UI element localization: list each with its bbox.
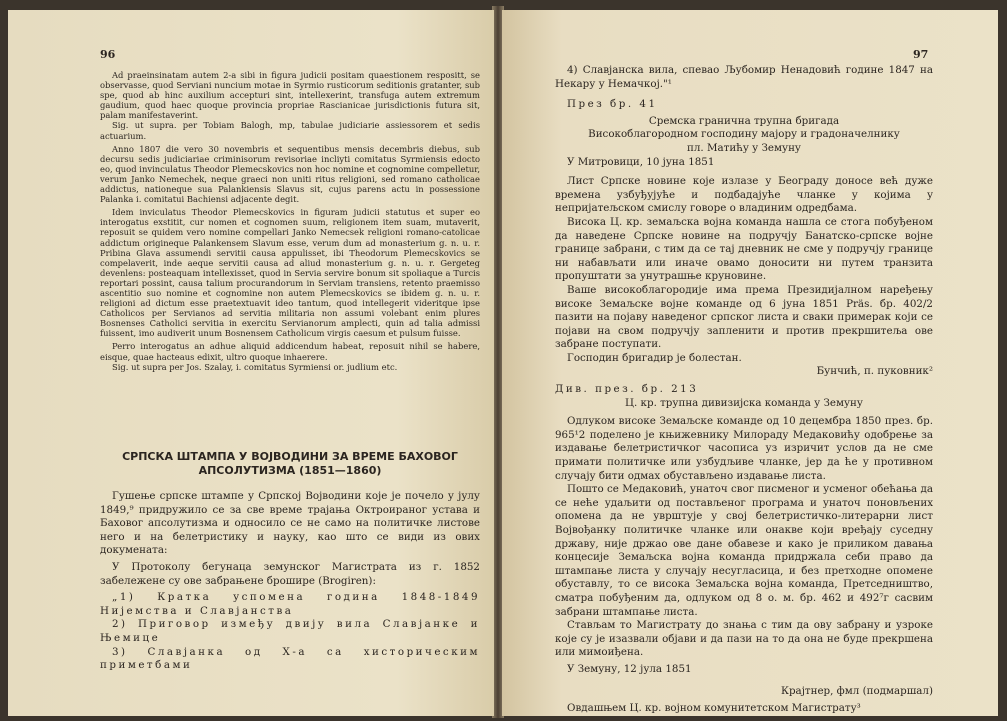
page-number-left: 96: [100, 48, 116, 61]
serbian-block-right: [555, 64, 933, 716]
body-paragraph: Господин бригадир је болестан.: [567, 351, 742, 364]
document-date: У Земуну, 12 јула 1851: [567, 662, 692, 675]
document-title: пл. Матићу у Земуну: [687, 141, 801, 154]
body-paragraph: Висока Ц. кр. земаљска војна команда нашла се стога побуђеном да наведене Српске новине на подручју Банатско-српске војне границе забрани, с тим да се тај дневник не сме у подручју границе ни набављати или иначе овамо доносити ни путем транзита пропуштати за унутрашње круновине.: [555, 215, 933, 283]
body-paragraph: Стављам то Магистрату до знања с тим да ову забрану и узроке које су је изазвали објави и да пази на то да она не буде прекршена или мимоиђена.: [555, 619, 933, 659]
signature: Крајтнер, фмл (подмаршал): [781, 684, 933, 697]
document-number: Див. през. бр. 213: [555, 383, 699, 396]
heading-line: АПСОЛУТИЗМА (1851—1860): [198, 464, 382, 477]
document-date: У Митровици, 10 јуна 1851: [567, 155, 715, 168]
latin-block: [100, 70, 480, 372]
body-paragraph: Гушење српске штампе у Српској Војводини које је почело у јулу 1849,⁹ придружило се за све време трајања Октроираног устава и Баховог апсолутизма и односило се не само на политичке листове него и на белетристику и науку, као што се види из ових докумената:: [100, 490, 480, 557]
document-title: Сремска гранична трупна бригада: [648, 114, 840, 127]
latin-signature: Sig. ut supra per Jos. Szalay, i. comitatus Syrmiensi or. judlium etc.: [112, 361, 398, 372]
list-item: „1) Кратка успомена година 1848-1849 Нијемства и Славјанства: [100, 591, 480, 617]
serbian-block-left: [100, 490, 480, 673]
body-paragraph: Лист Српске новине које излазе у Београду доносе већ дуже времена узбуђујуће и подбадајуће чланке у којима у непријатељском смислу говоре о владиним одредбама.: [555, 175, 933, 215]
list-item: 2) Приговор између двију вила Славјанке и Њемице: [100, 618, 480, 644]
latin-signature: Sig. ut supra. per Tobiam Balogh, mp, tabulae judiciarie assiessorem et sedis actuarium.: [100, 120, 480, 141]
heading-line: СРПСКА ШТАМПА У ВОЈВОДИНИ ЗА ВРЕМЕ БАХОВОГ: [122, 450, 458, 463]
left-page: [8, 10, 494, 716]
document-title: Ц. кр. трупна дивизијска команда у Земуну: [625, 396, 863, 409]
body-paragraph: Одлуком високе Земаљске команде од 10 децембра 1850 през. бр. 965¹2 поделено је књижевнику Милораду Медаковићу одобрење за издавање белетристичког часописа уз изричит услов да не сме примати политичке или узбудљиве чланке, јер да ће у противном случају бити одмах обустављено издавање листа.: [555, 415, 933, 482]
latin-paragraph: Anno 1807 die vero 30 novembris et sequentibus mensis decembris diebus, sub decursu sedis judiciariae criminisorum revisoriae incliyti comitatus Syrmiensis edocto eo, quod invinculatus Theodor Plemecskovics non hoc nomine et cognomine compelletur, verum Janko Nemechek, neque graeci non uniti ritus religioni, sed romano catholicae addictus, nationeque sua Palankiensis Slavus sit, cujus parens actu in possessione Palanka i. comitatui Bachiensi adjacente degit.: [100, 143, 480, 205]
list-item: 3) Славјанка од Х-а са хисторическим приметбами: [100, 645, 480, 672]
chapter-heading: [100, 450, 480, 478]
document-number: През бр. 41: [567, 98, 658, 111]
document-title: Високоблагородном господину мајору и градоначелнику: [588, 128, 900, 141]
latin-paragraph: Ad praeinsinatam autem 2-a sibi in figura judicii positam quaestionem respositt, se observasse, quod Serviani nuncium motae in Syrmio rusticorum seditionis gratanter, sub spe, quod ab hinc auxilium accepturi sint, intellexerint, transfuga autem extremum gaudium, quod haec quoque provincia propriae Rascianicae jurisdictionis futura sit, palam manifestaverint.: [100, 70, 480, 121]
body-paragraph: Ваше високоблагородије има према Президијалном наређењу високе Земаљске војне команде од 6 јуна 1851 Präs. бр. 402/2 пазити на појаву наведеног српског листа и сваки примерак који се појави на свом подручју запленити и против прекршитеља ове забране поступати.: [555, 283, 933, 351]
body-paragraph: 4) Славјанска вила, спевао Љубомир Ненадовић године 1847 на Некару у Немачкој."¹: [555, 64, 933, 90]
latin-paragraph: Perro interogatus an adhue aliquid addicendum habeat, reposuit nihil se habere, eisque, quae hacteaus edixit, ultro quoque inhaerere.: [100, 341, 480, 362]
latin-paragraph: Idem inviculatus Theodor Plemecskovics in figuram judicii statutus et super eo interogatus exstitit, cur nomen et cognomen suum, religionem item suam, mutaverit, reposuit se quidem vero nomine compellari Janko Nemecsek religioni romano-catolicae addictum origineque Palankensem Slavum esse, verum dum ad monasterium g. n. u. r. Pribina Glava assumendi servitii causa appulisset, ibi Theodorum Plemecskovics se compelaverit, inde aeque servitii causa ad aliud monasterium g. n. u. r. Gergeteg devenlens: posteaquam intellexisset, quod in Servia servire bonum sit spoliaque a Turcis reportari possint, causa talium procurandorum in Serviam transiens, retento praemisso ascentitio suo nomine et cognomine non autem Plemecskovics se ibidem g. n. u. r. religioni ad dictum esse praetextuavit ideo tantum, quod intellegerit videritque ipse Catholicos per Servianos ad servitia militaria non assumi volebant enim plures Bosnenses Catholici servitia in exercitu Servianorum amplecti, quin ad talia admissi fuissent, imo audiverit unum Bosnensem Catholicum virgis caesum et pulsum fuisse.: [100, 207, 480, 339]
body-paragraph: У Протоколу бегунаца земунског Магистрата из г. 1852 забележене су ове забрањене брошире (Brogiren):: [100, 560, 480, 587]
signature: Бунчић, п. пуковник²: [816, 365, 933, 378]
right-page: [502, 10, 998, 716]
closing-line: Овдашњем Ц. кр. војном комунитетском Магистрату³: [567, 702, 861, 715]
body-paragraph: Пошто се Медаковић, унаточ свог писменог и усменог обећања да се неће удаљити од постављеног програма и унаточ поновљених опомена да не уврштује у свој белетристичко-литерарни лист Војвођанку политичке чланке или онакве који вређају суседну државу, није држао ове дане обавезе и како је приликом давања концесије Земаљска војна команда придржала себи право да штампање листа у случају несугласица, и без претходне опомене обуставлу, то се висока Земаљска војна команда, Претседништво, сматра побуђеним да, одлуком од 8 о. м. бр. 462 и 492⁷г сасвим забрани штампање листа.: [555, 483, 933, 618]
page-number-right: 97: [913, 48, 929, 61]
